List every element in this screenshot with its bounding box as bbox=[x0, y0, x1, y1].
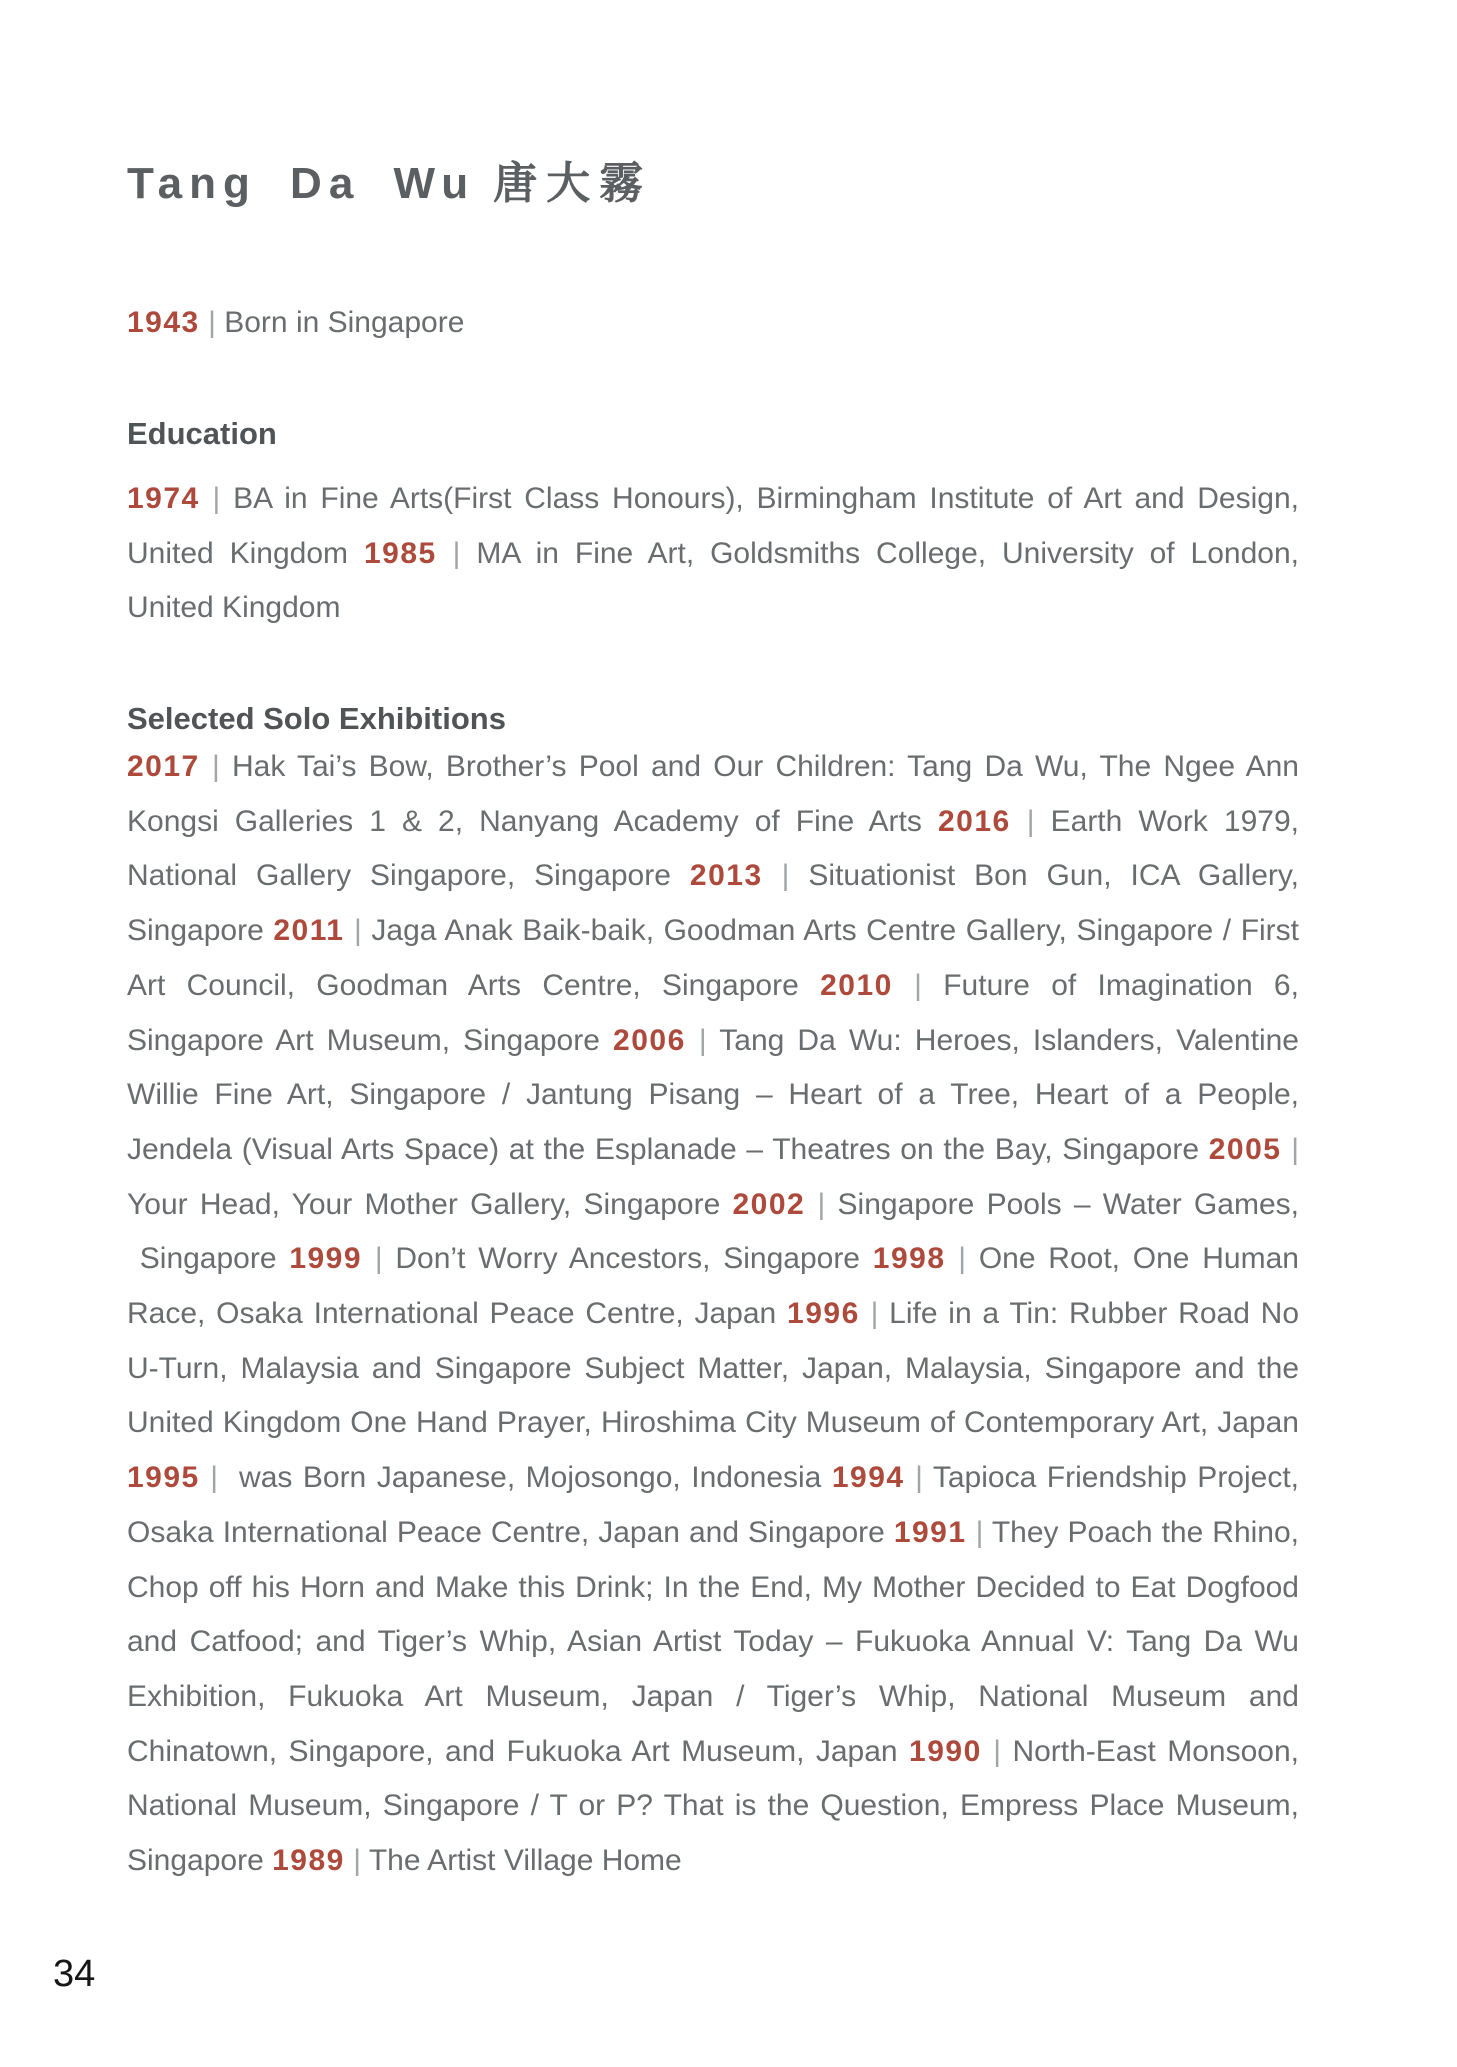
separator-bar: | bbox=[958, 1242, 967, 1276]
separator-bar: | bbox=[353, 1844, 362, 1878]
separator-bar: | bbox=[374, 1242, 383, 1276]
year-label: 2017 bbox=[127, 750, 200, 783]
separator-bar: | bbox=[354, 914, 362, 948]
separator-bar: | bbox=[698, 1023, 707, 1057]
entry-text: Life in a Tin: Rubber Road No U-Turn, Malaysia and Singapore Subject Matter, Japan, Malaysia, Singapore and the United Kingdom One Hand Prayer, Hiroshima City Museum of Contemporary Art, Japan bbox=[127, 1297, 1300, 1440]
page-number: 34 bbox=[53, 1953, 96, 1995]
separator-bar: | bbox=[817, 1187, 826, 1221]
separator-bar: | bbox=[1291, 1132, 1299, 1166]
entry-text: Your Head, Your Mother Gallery, Singapore bbox=[127, 1187, 721, 1221]
entry-text: Jaga Anak Baik-baik, Goodman Arts Centre Gallery, Singapore / First Art Council, Goodman Arts Centre, Singapore bbox=[127, 914, 1300, 1002]
entry-text: Hak Tai’s Bow, Brother’s Pool and Our Children: Tang Da Wu, The Ngee Ann Kongsi Galleries 1 & 2, Nanyang Academy of Fine Arts bbox=[127, 750, 1299, 838]
year-label: 2006 bbox=[613, 1023, 686, 1057]
separator-bar: | bbox=[211, 750, 220, 783]
entry-text: Situationist Bon Gun, ICA Gallery, Singapore bbox=[127, 859, 1299, 948]
separator-bar: | bbox=[781, 859, 790, 893]
year-label: 1991 bbox=[893, 1515, 967, 1549]
year-label: 1985 bbox=[363, 536, 437, 570]
year-label: 1990 bbox=[909, 1734, 982, 1768]
year-label: 1974 bbox=[127, 482, 200, 515]
entry-text: Future of Imagination 6, Singapore Art Museum, Singapore bbox=[127, 968, 1299, 1057]
born-line bbox=[127, 296, 1299, 351]
separator-bar: | bbox=[870, 1297, 879, 1331]
separator-bar: | bbox=[993, 1734, 1002, 1768]
entry-text: Tang Da Wu: Heroes, Islanders, Valentine Willie Fine Art, Singapore / Jantung Pisang – Heart of a Tree, Heart of a People, Jendela (Visual Arts Space) at the Esplanade – Theatres on the Bay, Singapore bbox=[127, 1023, 1299, 1166]
entry-text: BA in Fine Arts(First Class Honours), Birmingham Institute of Art and Design, United Kingdom bbox=[127, 482, 1299, 570]
separator-bar: | bbox=[915, 1461, 923, 1495]
separator-bar: | bbox=[208, 306, 216, 339]
entry-text: MA in Fine Art, Goldsmiths College, University of London, United Kingdom bbox=[127, 536, 1299, 625]
separator-bar: | bbox=[212, 482, 221, 515]
entry-text: Earth Work 1979, National Gallery Singapore, Singapore bbox=[127, 804, 1299, 893]
entry-text: Born in Singapore bbox=[224, 306, 465, 339]
separator-bar: | bbox=[914, 968, 922, 1002]
separator-bar: | bbox=[975, 1515, 984, 1549]
year-label: 1989 bbox=[272, 1844, 345, 1878]
separator-bar: | bbox=[1026, 804, 1035, 838]
entry-text: was Born Japanese, Mojosongo, Indonesia bbox=[228, 1461, 822, 1495]
artist-name-cjk: 唐大霧 bbox=[493, 159, 653, 208]
year-label: 1995 bbox=[127, 1461, 200, 1495]
page-title bbox=[127, 158, 1299, 210]
solo-exhibitions-paragraph bbox=[127, 740, 1299, 1889]
separator-bar: | bbox=[452, 536, 461, 570]
education-paragraph bbox=[127, 472, 1299, 636]
artist-name-latin: Tang Da Wu bbox=[127, 159, 476, 208]
entry-text: One Root, One Human Race, Osaka International Peace Centre, Japan bbox=[127, 1242, 1299, 1331]
entry-text: The Artist Village Home bbox=[368, 1844, 682, 1878]
section-heading-education: Education bbox=[127, 416, 277, 451]
year-label: 2010 bbox=[820, 968, 893, 1002]
year-label: 1943 bbox=[127, 306, 200, 339]
year-label: 1996 bbox=[787, 1297, 860, 1331]
section-heading-solo-exhibitions: Selected Solo Exhibitions bbox=[127, 701, 506, 736]
year-label: 2016 bbox=[937, 804, 1011, 838]
year-label: 1994 bbox=[831, 1461, 905, 1495]
separator-bar: | bbox=[210, 1461, 219, 1495]
year-label: 2011 bbox=[273, 914, 345, 948]
entry-text: Singapore Pools – Water Games, Singapore bbox=[127, 1187, 1299, 1276]
entry-text: North-East Monsoon, National Museum, Singapore / T or P? That is the Question, Empress Place Museum, Singapore bbox=[127, 1734, 1299, 1878]
entry-text: Don’t Worry Ancestors, Singapore bbox=[395, 1242, 860, 1276]
year-label: 2013 bbox=[689, 859, 763, 893]
year-label: 2005 bbox=[1208, 1132, 1282, 1166]
year-label: 2002 bbox=[732, 1187, 806, 1221]
entry-text: Tapioca Friendship Project, Osaka International Peace Centre, Japan and Singapore bbox=[127, 1461, 1300, 1549]
year-label: 1999 bbox=[289, 1242, 363, 1276]
year-label: 1998 bbox=[872, 1242, 946, 1276]
entry-text: They Poach the Rhino, Chop off his Horn and Make this Drink; In the End, My Mother Decided to Eat Dogfood and Catfood; and Tiger’s Whip, Asian Artist Today – Fukuoka Annual V: Tang Da Wu Exhibition, Fukuoka Art Museum, Japan / Tiger’s Whip, National Museum and Chinatown, Singapore, and Fukuoka Art Museum, Japan bbox=[127, 1515, 1299, 1768]
